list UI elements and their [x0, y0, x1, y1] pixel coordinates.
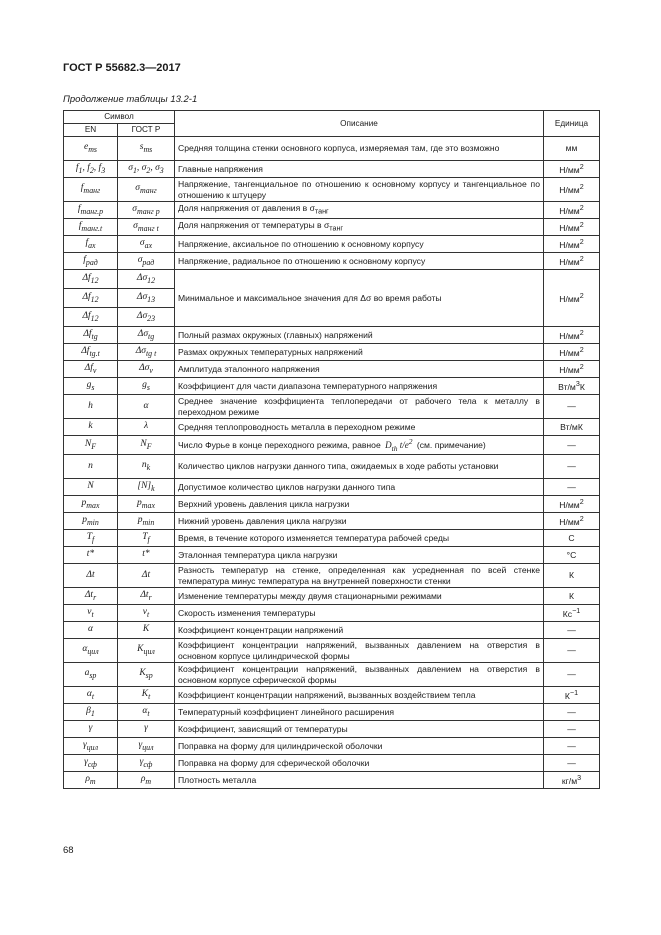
unit: —: [544, 663, 600, 687]
symbol-gost: $\sigma_{ax}$: [118, 236, 175, 253]
unit-header: Единица: [544, 111, 600, 137]
symbol-en: Δt: [64, 564, 118, 588]
unit: —: [544, 395, 600, 419]
unit: К: [544, 588, 600, 605]
description-header: Описание: [175, 111, 544, 137]
unit: —: [544, 755, 600, 772]
unit: мм: [544, 137, 600, 161]
table-row: [64, 663, 600, 687]
unit: $Н/мм^2$: [544, 161, 600, 178]
symbol-en: $\Delta f_{tg.t}$: [64, 344, 118, 361]
symbol-gost: $\sigma_{рад}$: [118, 253, 175, 270]
symbol-en: $p_{max}$: [64, 496, 118, 513]
description: Коэффициент концентрации напряжений: [175, 622, 544, 639]
description: Средняя толщина стенки основного корпуса, измеряемая там, где это возможно: [175, 137, 544, 161]
description: Коэффициент концентрации напряжений, вызванных давлением на отверстия в основном корпусе сферической формы: [175, 663, 544, 687]
unit: $Н/мм^2$: [544, 253, 600, 270]
unit: $Н/мм^2$: [544, 219, 600, 236]
symbol-gost: $N_F$: [118, 436, 175, 455]
symbol-gost: $\rho_m$: [118, 772, 175, 789]
unit: $Н/мм^2$: [544, 496, 600, 513]
symbol-en: $N_F$: [64, 436, 118, 455]
symbol-gost: $\Delta\sigma_{13}$: [118, 289, 175, 308]
description: Доля напряжения от температуры в $\sigma_{танг}$: [175, 219, 544, 236]
symbol-gost: $\sigma_{танг}$: [118, 178, 175, 202]
symbol-gost: $\alpha_t$: [118, 704, 175, 721]
gost-header: ГОСТ Р: [118, 124, 175, 137]
table-caption: Продолжение таблицы 13.2-1: [63, 94, 198, 105]
symbol-en: $v_t$: [64, 605, 118, 622]
symbol-gost: $\sigma_{танг t}$: [118, 219, 175, 236]
description: Поправка на форму для цилиндрической оболочки: [175, 738, 544, 755]
symbol-gost: γ: [118, 721, 175, 738]
unit: Вт/мК: [544, 419, 600, 436]
description: Напряжение, тангенциальное по отношению к основному корпусу и тангенциальное по отношению к штуцеру: [175, 178, 544, 202]
unit: $Н/мм^2$: [544, 202, 600, 219]
table-row: [64, 605, 600, 622]
symbol-en: $\alpha_t$: [64, 687, 118, 704]
symbol-en: $\gamma_{цил}$: [64, 738, 118, 755]
symbol-en: N: [64, 479, 118, 496]
symbol-gost: $K_{sp}$: [118, 663, 175, 687]
unit: К: [544, 564, 600, 588]
unit: °С: [544, 547, 600, 564]
table-row: [64, 564, 600, 588]
description: Напряжение, аксиальное по отношению к основному корпусу: [175, 236, 544, 253]
description: Главные напряжения: [175, 161, 544, 178]
symbol-gost: $s_{ms}$: [118, 137, 175, 161]
table-row: [64, 361, 600, 378]
table-row: [64, 496, 600, 513]
description: Средняя теплопроводность металла в переходном режиме: [175, 419, 544, 436]
unit: —: [544, 738, 600, 755]
unit: $Н/мм^2$: [544, 236, 600, 253]
unit: $Н/мм^2$: [544, 327, 600, 344]
symbol-gost: α: [118, 395, 175, 419]
table-row: [64, 236, 600, 253]
symbol-gost: $K_{цил}$: [118, 639, 175, 663]
table-header-row: [64, 111, 600, 124]
symbol-header: Символ: [64, 111, 175, 124]
unit: $Н/мм^2$: [544, 178, 600, 202]
symbol-en: $f_{танг}$: [64, 178, 118, 202]
description: Нижний уровень давления цикла нагрузки: [175, 513, 544, 530]
symbol-en: $\Delta t_r$: [64, 588, 118, 605]
description: Коэффициент для части диапазона температурного напряжения: [175, 378, 544, 395]
table-row: [64, 270, 600, 289]
symbol-en: $g_s$: [64, 378, 118, 395]
symbol-en: $e_{ms}$: [64, 137, 118, 161]
description: Изменение температуры между двумя стационарными режимами: [175, 588, 544, 605]
en-header: EN: [64, 124, 118, 137]
description: Амплитуда эталонного напряжения: [175, 361, 544, 378]
table-row: [64, 687, 600, 704]
table-row: [64, 178, 600, 202]
symbol-gost: λ: [118, 419, 175, 436]
symbol-gost: $\Delta\sigma_{23}$: [118, 308, 175, 327]
table-row: [64, 530, 600, 547]
table-row: [64, 137, 600, 161]
symbol-gost: $\gamma_{цил}$: [118, 738, 175, 755]
symbol-en: $\Delta f_v$: [64, 361, 118, 378]
table-row: [64, 639, 600, 663]
symbol-en: α: [64, 622, 118, 639]
unit: —: [544, 622, 600, 639]
symbol-gost: K: [118, 622, 175, 639]
symbol-en: h: [64, 395, 118, 419]
table-row: [64, 721, 600, 738]
table-row: [64, 378, 600, 395]
unit: $Н/мм^2$: [544, 361, 600, 378]
table-row: [64, 219, 600, 236]
symbol-en: $f_{танг.p}$: [64, 202, 118, 219]
symbol-en: $f_{ax}$: [64, 236, 118, 253]
table-row: [64, 738, 600, 755]
table-row: [64, 202, 600, 219]
unit: $Н/мм^2$: [544, 513, 600, 530]
description: Количество циклов нагрузки данного типа, ожидаемых в ходе работы установки: [175, 455, 544, 479]
symbol-gost: $\Delta\sigma_{tg}$: [118, 327, 175, 344]
symbol-gost: $\gamma_{сф}$: [118, 755, 175, 772]
symbol-gost: $p_{min}$: [118, 513, 175, 530]
description: Поправка на форму для сферической оболочки: [175, 755, 544, 772]
description: Разность температур на стенке, определенная как усредненная по всей стенке температура минус температура на внутренней поверхности стенки: [175, 564, 544, 588]
unit: $кг/м^3$: [544, 772, 600, 789]
symbol-en: γ: [64, 721, 118, 738]
symbol-gost: $K_t$: [118, 687, 175, 704]
table-row: [64, 455, 600, 479]
symbol-gost: $\Delta\sigma_{tg t}$: [118, 344, 175, 361]
unit: $Н/мм^2$: [544, 344, 600, 361]
unit: —: [544, 479, 600, 496]
symbol-gost: $\sigma_1$, $\sigma_2$, $\sigma_3$: [118, 161, 175, 178]
fourier-formula: $D_{th}$ $t/e^2$: [385, 437, 413, 453]
symbol-gost: $g_s$: [118, 378, 175, 395]
symbol-en: $p_{min}$: [64, 513, 118, 530]
symbol-en: $\Delta f_{tg}$: [64, 327, 118, 344]
table-row: [64, 622, 600, 639]
symbol-en: t*: [64, 547, 118, 564]
description: Коэффициент концентрации напряжений, вызванных давлением на отверстия в основном корпусе цилиндрической формы: [175, 639, 544, 663]
unit: —: [544, 639, 600, 663]
symbol-gost: $p_{max}$: [118, 496, 175, 513]
symbol-en: $\Delta f_{12}$: [64, 308, 118, 327]
description: Число Фурье в конце переходного режима, равное $D_{th}$ $t/e^2$ (см. примечание): [175, 436, 544, 455]
symbol-en: $\gamma_{сф}$: [64, 755, 118, 772]
table-row: [64, 253, 600, 270]
symbol-en: n: [64, 455, 118, 479]
symbol-en: $T_f$: [64, 530, 118, 547]
table-row: [64, 704, 600, 721]
symbol-en: $f_{рад}$: [64, 253, 118, 270]
unit: $Кс^{-1}$: [544, 605, 600, 622]
symbol-gost: $n_k$: [118, 455, 175, 479]
unit: С: [544, 530, 600, 547]
description: Доля напряжения от давления в $\sigma_{танг}$: [175, 202, 544, 219]
unit: —: [544, 704, 600, 721]
unit: —: [544, 436, 600, 455]
symbol-en: $f_1$, $f_2$, $f_3$: [64, 161, 118, 178]
table-row: [64, 327, 600, 344]
unit: $Н/мм^2$: [544, 270, 600, 327]
symbol-en: $\rho_m$: [64, 772, 118, 789]
table-row: [64, 161, 600, 178]
description: Температурный коэффициент линейного расширения: [175, 704, 544, 721]
symbol-en: $\alpha_{цил}$: [64, 639, 118, 663]
symbol-gost: $v_t$: [118, 605, 175, 622]
symbol-gost: $[N]_k$: [118, 479, 175, 496]
unit: —: [544, 721, 600, 738]
description: Коэффициент концентрации напряжений, вызванных воздействием тепла: [175, 687, 544, 704]
description: Среднее значение коэффициента теплопередачи от рабочего тела к металлу в переходном режиме: [175, 395, 544, 419]
symbol-gost: $\Delta\sigma_{12}$: [118, 270, 175, 289]
table-row: [64, 588, 600, 605]
symbol-en: $f_{танг.t}$: [64, 219, 118, 236]
symbol-en: $\Delta f_{12}$: [64, 289, 118, 308]
table-row: [64, 755, 600, 772]
description: Допустимое количество циклов нагрузки данного типа: [175, 479, 544, 496]
symbol-gost: $\Delta t_r$: [118, 588, 175, 605]
symbol-gost: $\sigma_{танг p}$: [118, 202, 175, 219]
table-row: [64, 547, 600, 564]
description: Напряжение, радиальное по отношению к основному корпусу: [175, 253, 544, 270]
unit: $К^{-1}$: [544, 687, 600, 704]
symbol-en: k: [64, 419, 118, 436]
symbol-gost: t*: [118, 547, 175, 564]
page-number: 68: [63, 845, 74, 856]
description: Коэффициент, зависящий от температуры: [175, 721, 544, 738]
description: Эталонная температура цикла нагрузки: [175, 547, 544, 564]
table-row: [64, 419, 600, 436]
unit: $Вт/м^3К$: [544, 378, 600, 395]
description: Минимальное и максимальное значения для Δσ во время работы: [175, 270, 544, 327]
symbol-gost: Δt: [118, 564, 175, 588]
table-row: [64, 479, 600, 496]
table-row: [64, 436, 600, 455]
description: Время, в течение которого изменяется температура рабочей среды: [175, 530, 544, 547]
symbol-en: $\Delta f_{12}$: [64, 270, 118, 289]
table-row: [64, 395, 600, 419]
symbol-en: $a_{sp}$: [64, 663, 118, 687]
description: Верхний уровень давления цикла нагрузки: [175, 496, 544, 513]
table-row: [64, 344, 600, 361]
table-row: [64, 772, 600, 789]
symbol-en: $\beta_1$: [64, 704, 118, 721]
description: Скорость изменения температуры: [175, 605, 544, 622]
symbol-gost: $T_f$: [118, 530, 175, 547]
description: Плотность металла: [175, 772, 544, 789]
description: Размах окружных температурных напряжений: [175, 344, 544, 361]
description: Полный размах окружных (главных) напряжений: [175, 327, 544, 344]
table-body: [64, 137, 600, 789]
symbol-gost: $\Delta\sigma_v$: [118, 361, 175, 378]
document-title: ГОСТ Р 55682.3—2017: [63, 62, 181, 74]
symbols-table: [63, 110, 600, 789]
unit: —: [544, 455, 600, 479]
table-row: [64, 513, 600, 530]
